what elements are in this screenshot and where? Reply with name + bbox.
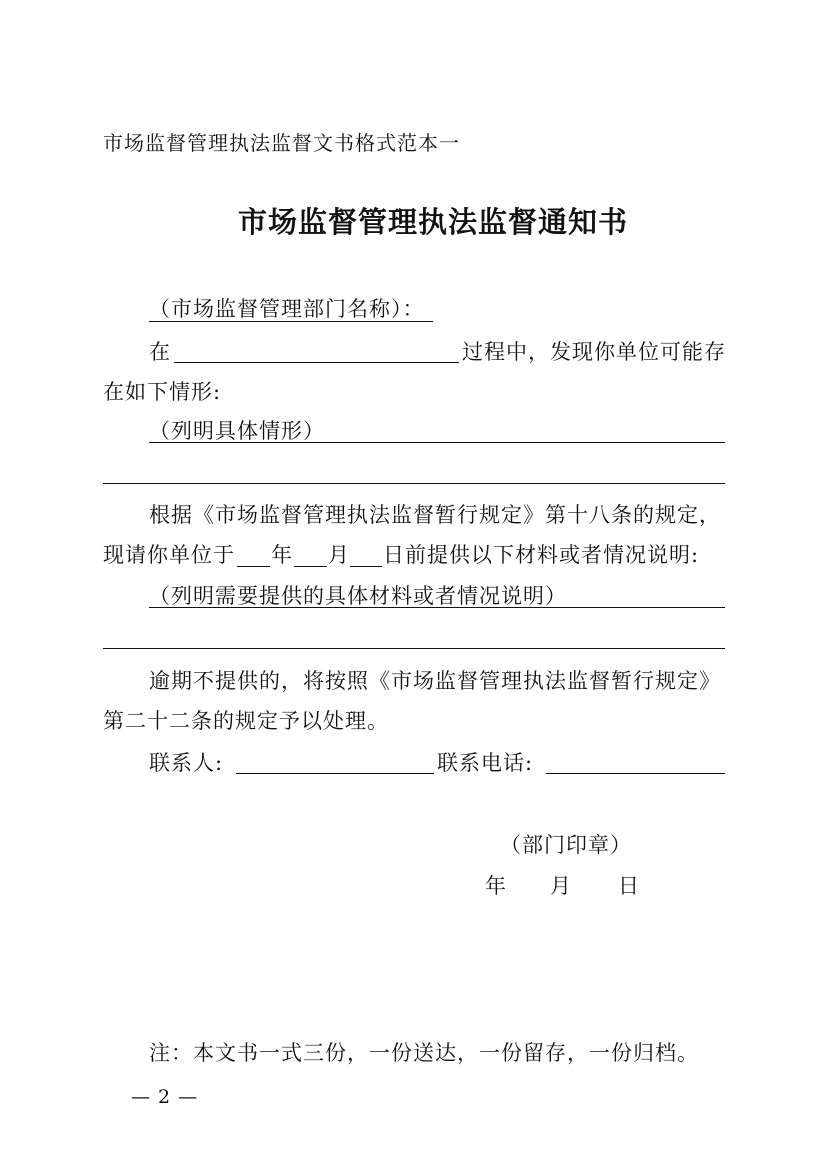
para2-prefix: 现请你单位于 (103, 543, 235, 567)
day-blank (350, 566, 382, 567)
para2-month: 月 (328, 543, 350, 567)
para1-suffix: 过程中，发现你单位可能存 (462, 340, 726, 364)
addressee: （市场监督管理部门名称）： (149, 297, 425, 321)
inspection-blank (174, 362, 459, 363)
contact-person-label: 联系人: (149, 751, 224, 775)
contact-person-blank (236, 773, 434, 774)
situation-line-1 (149, 442, 725, 443)
header-label: 市场监督管理执法监督文书格式范本一 (103, 131, 460, 155)
para1-prefix: 在 (149, 340, 171, 364)
para3-line1: 逾期不提供的，将按照《市场监督管理执法监督暂行规定》 (149, 669, 721, 693)
materials-line-1 (149, 607, 725, 608)
date-year: 年 (485, 874, 507, 898)
situation-placeholder: （列明具体情形） (149, 419, 325, 443)
contact-phone-label: 联系电话: (437, 751, 534, 775)
addressee-underline (149, 321, 433, 322)
para1-continuation: 在如下情形: (103, 380, 222, 404)
department-seal: （部门印章） (500, 833, 632, 857)
note: 注：本文书一式三份，一份送达，一份留存，一份归档。 (149, 1041, 699, 1065)
date-day: 日 (618, 874, 640, 898)
document-title: 市场监督管理执法监督通知书 (238, 205, 629, 239)
materials-placeholder: （列明需要提供的具体材料或者情况说明） (149, 584, 567, 608)
month-blank (294, 566, 327, 567)
materials-line-2 (103, 648, 725, 649)
para2-year: 年 (271, 543, 293, 567)
para3-line2: 第二十二条的规定予以处理。 (103, 709, 389, 733)
situation-line-2 (103, 483, 725, 484)
date-month: 月 (550, 874, 572, 898)
year-blank (237, 566, 270, 567)
para2-line1: 根据《市场监督管理执法监督暂行规定》第十八条的规定， (149, 503, 721, 527)
para2-day-suffix: 日前提供以下材料或者情况说明: (383, 543, 700, 567)
contact-phone-blank (546, 773, 725, 774)
page-number: — 2 — (131, 1086, 199, 1108)
